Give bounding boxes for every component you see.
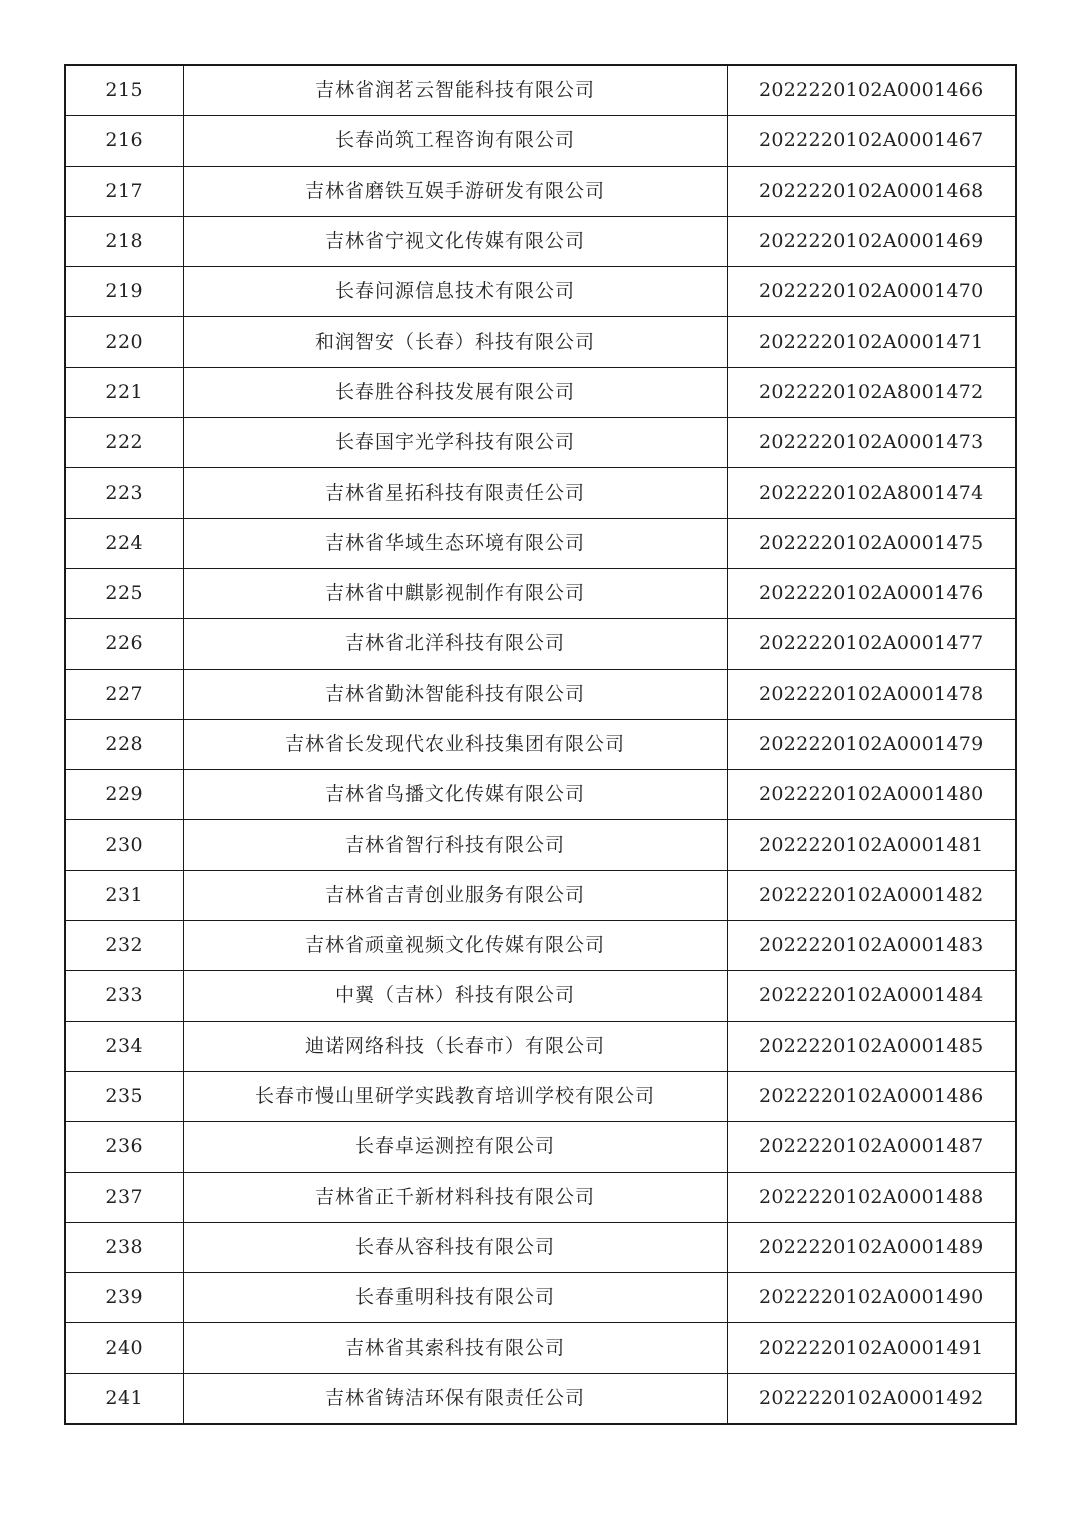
row-number-cell: 240	[65, 1323, 183, 1373]
table-row	[65, 820, 1016, 870]
table-row	[65, 518, 1016, 568]
registration-code-cell: 2022220102A0001491	[727, 1323, 1016, 1373]
registration-code-cell: 2022220102A0001488	[727, 1172, 1016, 1222]
registration-code-cell: 2022220102A0001473	[727, 418, 1016, 468]
table-row	[65, 719, 1016, 769]
company-name-cell: 吉林省智行科技有限公司	[183, 820, 727, 870]
company-name-cell: 吉林省勤沐智能科技有限公司	[183, 669, 727, 719]
row-number-cell: 216	[65, 116, 183, 166]
company-name-cell: 吉林省长发现代农业科技集团有限公司	[183, 719, 727, 769]
table-row	[65, 216, 1016, 266]
company-name-cell: 和润智安（长春）科技有限公司	[183, 317, 727, 367]
table-row	[65, 317, 1016, 367]
registration-code-cell: 2022220102A0001482	[727, 870, 1016, 920]
row-number-cell: 215	[65, 65, 183, 116]
registration-code-cell: 2022220102A0001467	[727, 116, 1016, 166]
table-row	[65, 65, 1016, 116]
table-row	[65, 870, 1016, 920]
table-row	[65, 116, 1016, 166]
registration-code-cell: 2022220102A0001478	[727, 669, 1016, 719]
row-number-cell: 239	[65, 1273, 183, 1323]
row-number-cell: 220	[65, 317, 183, 367]
row-number-cell: 237	[65, 1172, 183, 1222]
registration-code-cell: 2022220102A0001471	[727, 317, 1016, 367]
registration-code-cell: 2022220102A0001470	[727, 267, 1016, 317]
registration-code-cell: 2022220102A0001483	[727, 921, 1016, 971]
registration-code-cell: 2022220102A0001477	[727, 619, 1016, 669]
company-name-cell: 吉林省北洋科技有限公司	[183, 619, 727, 669]
company-name-cell: 长春从容科技有限公司	[183, 1222, 727, 1272]
company-name-cell: 长春卓运测控有限公司	[183, 1122, 727, 1172]
table-row	[65, 669, 1016, 719]
company-name-cell: 长春国宇光学科技有限公司	[183, 418, 727, 468]
company-name-cell: 吉林省润茗云智能科技有限公司	[183, 65, 727, 116]
registration-code-cell: 2022220102A0001489	[727, 1222, 1016, 1272]
table-row	[65, 367, 1016, 417]
row-number-cell: 238	[65, 1222, 183, 1272]
row-number-cell: 225	[65, 568, 183, 618]
row-number-cell: 231	[65, 870, 183, 920]
row-number-cell: 229	[65, 770, 183, 820]
registration-code-cell: 2022220102A0001492	[727, 1373, 1016, 1424]
table-row	[65, 1222, 1016, 1272]
company-name-cell: 吉林省顽童视频文化传媒有限公司	[183, 921, 727, 971]
registration-code-cell: 2022220102A0001486	[727, 1071, 1016, 1121]
registration-code-cell: 2022220102A0001479	[727, 719, 1016, 769]
registration-code-cell: 2022220102A0001485	[727, 1021, 1016, 1071]
registration-code-cell: 2022220102A0001487	[727, 1122, 1016, 1172]
company-name-cell: 吉林省磨铁互娱手游研发有限公司	[183, 166, 727, 216]
table-row	[65, 971, 1016, 1021]
company-name-cell: 中翼（吉林）科技有限公司	[183, 971, 727, 1021]
table-row	[65, 921, 1016, 971]
row-number-cell: 232	[65, 921, 183, 971]
table-row	[65, 1323, 1016, 1373]
registration-code-cell: 2022220102A0001466	[727, 65, 1016, 116]
registry-table-body	[65, 65, 1016, 1424]
company-name-cell: 迪诺网络科技（长春市）有限公司	[183, 1021, 727, 1071]
registration-code-cell: 2022220102A0001481	[727, 820, 1016, 870]
registration-code-cell: 2022220102A0001480	[727, 770, 1016, 820]
company-name-cell: 长春重明科技有限公司	[183, 1273, 727, 1323]
row-number-cell: 224	[65, 518, 183, 568]
table-row	[65, 1122, 1016, 1172]
row-number-cell: 236	[65, 1122, 183, 1172]
company-name-cell: 吉林省鸟播文化传媒有限公司	[183, 770, 727, 820]
company-name-cell: 吉林省吉青创业服务有限公司	[183, 870, 727, 920]
row-number-cell: 234	[65, 1021, 183, 1071]
row-number-cell: 218	[65, 216, 183, 266]
table-row	[65, 1071, 1016, 1121]
company-name-cell: 吉林省宁视文化传媒有限公司	[183, 216, 727, 266]
company-name-cell: 吉林省中麒影视制作有限公司	[183, 568, 727, 618]
registration-code-cell: 2022220102A0001469	[727, 216, 1016, 266]
company-name-cell: 长春市慢山里研学实践教育培训学校有限公司	[183, 1071, 727, 1121]
table-row	[65, 1172, 1016, 1222]
table-row	[65, 418, 1016, 468]
table-row	[65, 1021, 1016, 1071]
row-number-cell: 221	[65, 367, 183, 417]
row-number-cell: 227	[65, 669, 183, 719]
registration-code-cell: 2022220102A8001474	[727, 468, 1016, 518]
row-number-cell: 223	[65, 468, 183, 518]
table-row	[65, 468, 1016, 518]
company-name-cell: 长春胜谷科技发展有限公司	[183, 367, 727, 417]
registration-code-cell: 2022220102A0001468	[727, 166, 1016, 216]
registration-code-cell: 2022220102A0001484	[727, 971, 1016, 1021]
row-number-cell: 217	[65, 166, 183, 216]
company-name-cell: 吉林省其索科技有限公司	[183, 1323, 727, 1373]
row-number-cell: 230	[65, 820, 183, 870]
company-registry-table	[64, 64, 1017, 1425]
table-row	[65, 1273, 1016, 1323]
registration-code-cell: 2022220102A8001472	[727, 367, 1016, 417]
registration-code-cell: 2022220102A0001490	[727, 1273, 1016, 1323]
table-row	[65, 619, 1016, 669]
registration-code-cell: 2022220102A0001476	[727, 568, 1016, 618]
company-name-cell: 长春问源信息技术有限公司	[183, 267, 727, 317]
table-row	[65, 770, 1016, 820]
row-number-cell: 235	[65, 1071, 183, 1121]
table-row	[65, 1373, 1016, 1424]
table-row	[65, 267, 1016, 317]
row-number-cell: 219	[65, 267, 183, 317]
row-number-cell: 222	[65, 418, 183, 468]
company-name-cell: 吉林省星拓科技有限责任公司	[183, 468, 727, 518]
row-number-cell: 233	[65, 971, 183, 1021]
table-row	[65, 568, 1016, 618]
company-name-cell: 长春尚筑工程咨询有限公司	[183, 116, 727, 166]
registration-code-cell: 2022220102A0001475	[727, 518, 1016, 568]
company-name-cell: 吉林省铸洁环保有限责任公司	[183, 1373, 727, 1424]
row-number-cell: 228	[65, 719, 183, 769]
row-number-cell: 226	[65, 619, 183, 669]
table-row	[65, 166, 1016, 216]
row-number-cell: 241	[65, 1373, 183, 1424]
company-name-cell: 吉林省华域生态环境有限公司	[183, 518, 727, 568]
company-name-cell: 吉林省正千新材料科技有限公司	[183, 1172, 727, 1222]
